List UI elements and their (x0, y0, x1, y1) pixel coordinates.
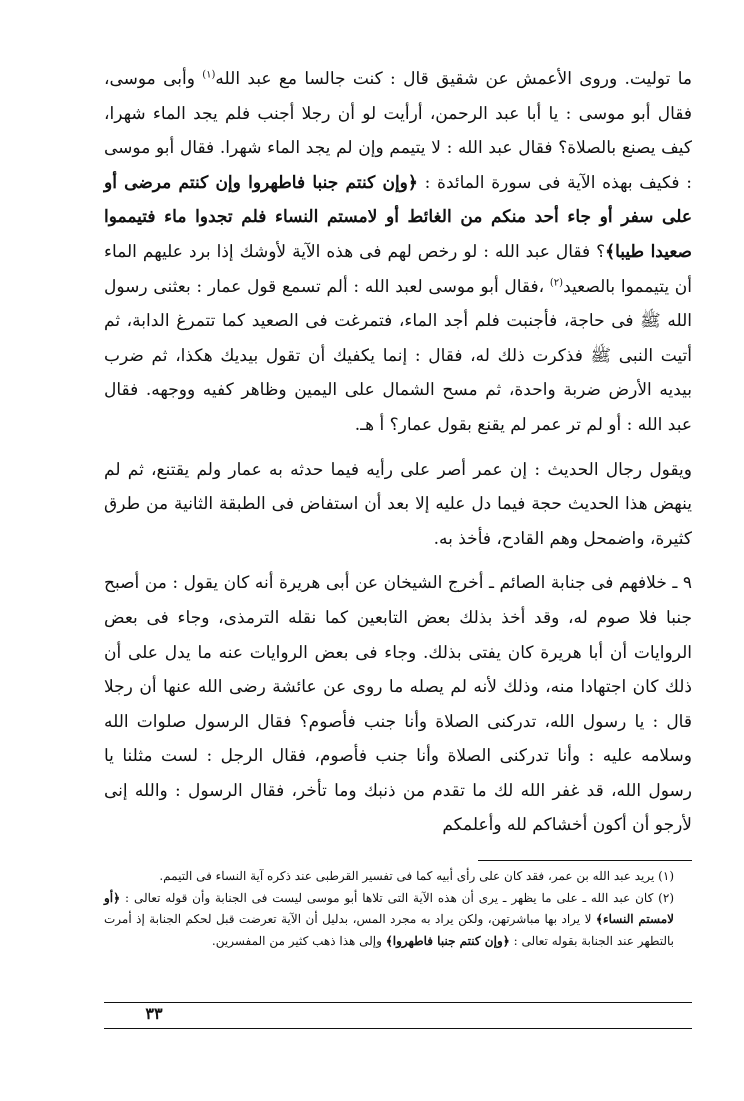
page-rule-bottom (104, 1028, 692, 1029)
page-number: ٣٣ (145, 1004, 163, 1023)
text-segment: (٢) كان عبد الله ـ على ما يظهر ـ يرى أن هذه الآية التى تلاها أبو موسى ليست فى الجنابة وأن قوله تعالى : (120, 890, 674, 905)
page-rule-top (104, 1002, 692, 1003)
text-segment: ما توليت. وروى الأعمش عن شقيق قال : كنت جالسا مع عبد الله (215, 69, 692, 89)
quran-verse: ﴿وإن كنتم جنبا فاطهروا﴾ (385, 933, 510, 948)
text-segment: لا يراد بها مباشرتهن، ولكن يراد به مجرد المس، بدليل أن الآية تعرضت قبل لحكم الجنابة إذ أمرت بالتطهر عند الجنابة بقوله تعالى : (104, 912, 674, 948)
footnote-separator (478, 860, 692, 861)
main-text (104, 62, 692, 843)
text-segment: وإلى هذا ذهب كثير من المفسرين. (211, 933, 386, 948)
footnote-ref-1: (١) (202, 69, 216, 81)
paragraph-fasting-junub: ٩ ـ خلافهم فى جنابة الصائم ـ أخرج الشيخان عن أبى هريرة أنه كان يقول : من أصبح جنبا فلا صوم له، وقد أخذ بذلك بعض التابعين كما نقله الترمذى، وجاء فى بعض الروايات أن أبا هريرة كان يفتى بذلك. وجاء فى بعض الروايات عنه ما يدل على أن ذلك كان اجتهادا منه، وذلك لأنه لم يصله ما روى عن عائشة رضى الله عنها أن رجلا قال : يا رسول الله، تدركنى الصلاة وأنا جنب فأصوم؟ فقال الرسول صلوات الله وسلامه عليه : وأنا تدركنى الصلاة وأنا جنب فأصوم، فقال الرجل : لست مثلنا يا رسول الله، قد غفر الله لك ما تقدم من ذنبك وما تأخر، فقال الرسول : والله إنى لأرجو أن أكون أخشاكم لله وأعلمكم (104, 573, 692, 836)
quran-verse: ﴿أو لامستم النساء﴾ (104, 890, 674, 926)
text-segment: وأبى موسى، فقال أبو موسى : يا أبا عبد الرحمن، أرأيت لو أن رجلا أجنب فلم يجد الماء شهرا، كيف يصنع بالصلاة؟ فقال عبد الله : لا يتيمم وإن لم يجد الماء شهرا. فقال أبو موسى : فكيف بهذه الآية فى سورة المائدة : (104, 69, 693, 193)
footnote-ref-2: (٢) (549, 276, 564, 288)
paragraph-tayammum-narration (104, 62, 692, 443)
footnote-1: (١) يريد عبد الله بن عمر، فقد كان على رأى أبيه كما فى تفسير القرطبى عند ذكره آية النساء فى التيمم. (159, 869, 674, 883)
text-segment: ؟ فقال عبد الله : لو رخص لهم فى هذه الآية لأوشك إذا برد عليهم الماء أن يتيمموا بالصعيد (104, 241, 692, 297)
footnotes (104, 866, 692, 952)
paragraph-hadith-scholars: ويقول رجال الحديث : إن عمر أصر على رأيه فيما حدثه به عمار ولم يقتنع، ثم لم ينهض هذا الحديث حجة فيما دل عليه إلا بعد أن استفاض فى الطبقة الثانية من طرق كثيرة، واضمحل وهم القادح، فأخذ به. (104, 459, 692, 549)
footnote-2 (104, 888, 692, 953)
text-segment: ،فقال أبو موسى لعبد الله : ألم تسمع قول عمار : بعثنى رسول الله ﷺ فى حاجة، فأجنبت فلم أجد الماء، فتمرغت فى الصعيد كما تتمرغ الدابة، ثم أتيت النبى ﷺ فذكرت ذلك له، فقال : إنما يكفيك أن تقول بيديك هكذا، ثم ضرب بيديه الأرض ضربة واحدة، ثم مسح الشمال على اليمين وظاهر كفيه ووجهه. فقال عبد الله : أو لم تر عمر لم يقنع بقول عمار؟ أ هـ. (104, 276, 692, 435)
quran-verse: ﴿وإن كنتم جنبا فاطهروا وإن كنتم مرضى أو على سفر أو جاء أحد منكم من الغائط أو لامستم النساء فلم تجدوا ماء فتيمموا صعيدا طيبا﴾ (104, 172, 692, 262)
